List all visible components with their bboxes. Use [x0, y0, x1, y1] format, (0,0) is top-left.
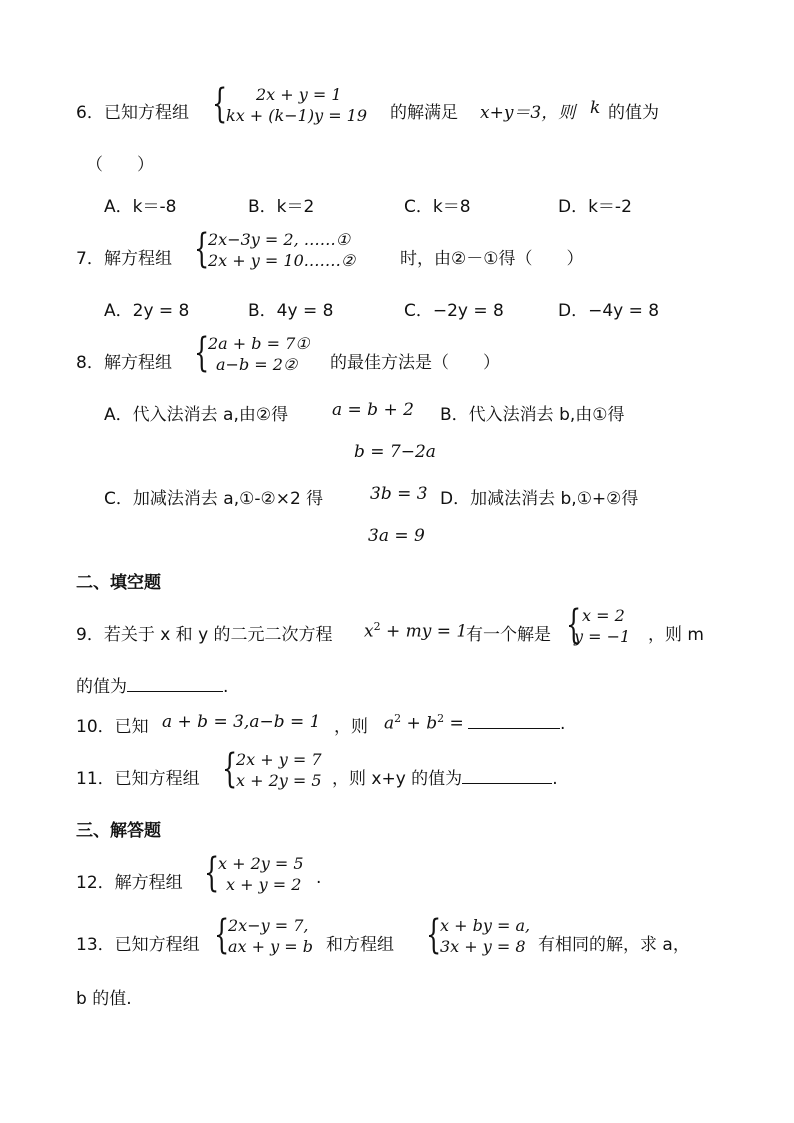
- q13-eq4: 3x + y = 8: [440, 937, 526, 956]
- q6-brace: {: [212, 81, 228, 127]
- q12-eq2: x + y = 2: [226, 875, 302, 894]
- q7-lead: 解方程组: [104, 249, 172, 269]
- q7-option-b: B．4y = 8: [248, 301, 334, 321]
- q9-system: [566, 602, 646, 650]
- q10-blank-wrap: [468, 712, 565, 734]
- q7-brace: {: [194, 226, 210, 272]
- q8-option-b-math: b = 7−2a: [354, 442, 436, 462]
- q12-eq1: x + 2y = 5: [218, 854, 304, 873]
- q13-line2: b 的值.: [76, 989, 132, 1009]
- q7-eq1: 2x−3y = 2, ……①: [208, 230, 351, 249]
- q6-eq2: kx + (k−1)y = 19: [226, 106, 368, 125]
- q11-eq2: x + 2y = 5: [236, 771, 322, 790]
- q6-system: [212, 81, 382, 129]
- q8-eq2: a−b = 2②: [216, 355, 298, 374]
- q7-option-a: A．2y = 8: [104, 301, 190, 321]
- q10-mid: ，则: [334, 717, 368, 737]
- q9-period: .: [223, 677, 229, 697]
- q9-eq1: x = 2: [582, 606, 625, 625]
- q10-answer-blank[interactable]: [468, 712, 560, 729]
- q13-eq1: 2x−y = 7,: [228, 916, 309, 935]
- q11-tail-text: ，则 x+y 的值为: [332, 769, 463, 789]
- q9-math: [364, 620, 467, 642]
- q9-math-sup: 2: [373, 620, 381, 633]
- q7-tail: 时，由②－①得（ ）: [400, 249, 584, 269]
- section-fill-in-heading: 二、填空题: [76, 573, 161, 593]
- q6-tail: 的值为: [608, 103, 659, 123]
- q11-answer-blank[interactable]: [462, 767, 552, 784]
- q9-brace: {: [566, 602, 582, 648]
- q13-eq2: ax + y = b: [228, 937, 313, 956]
- q12-lead: 12．解方程组: [76, 873, 183, 893]
- q9-end: ，则 m: [648, 625, 704, 645]
- q12-period: .: [316, 868, 322, 888]
- q6-option-a: A．k＝-8: [104, 197, 177, 217]
- q13-tail: 有相同的解，求 a，: [538, 935, 690, 955]
- q9-math-x: x: [364, 621, 374, 642]
- q7-option-d: D．−4y = 8: [558, 301, 660, 321]
- q6-mid: 的解满足: [390, 103, 458, 123]
- q7-number: 7．: [76, 249, 104, 269]
- q9-text: 9．若关于 x 和 y 的二元二次方程: [76, 625, 333, 645]
- q12-system: [204, 850, 314, 898]
- q13-system1: [214, 912, 324, 960]
- q8-number: 8．: [76, 353, 104, 373]
- q10-math2-a: a: [384, 713, 395, 734]
- q8-option-a: A．代入法消去 a,由②得: [104, 405, 289, 425]
- q6-option-d: D．k＝-2: [558, 197, 632, 217]
- q11-brace: {: [222, 746, 238, 792]
- q8-option-d: D．加减法消去 b,①+②得: [440, 489, 639, 509]
- q10-lead: 10．已知: [76, 717, 149, 737]
- q8-brace: {: [194, 330, 210, 376]
- q8-option-c-math: 3b = 3: [370, 484, 428, 504]
- q8-tail: 的最佳方法是（ ）: [330, 353, 500, 373]
- q13-lead: 13．已知方程组: [76, 935, 200, 955]
- q11-period: .: [552, 769, 558, 789]
- q9-math-rest: + my = 1: [380, 621, 468, 642]
- q12-brace: {: [204, 850, 220, 896]
- q13-system2: [426, 912, 536, 960]
- q10-sup2: 2: [437, 712, 445, 725]
- q6-number: 6．: [76, 103, 104, 123]
- q11-lead: 11．已知方程组: [76, 769, 200, 789]
- q11-tail: [332, 764, 558, 789]
- q8-option-a-math: a = b + 2: [332, 400, 414, 420]
- q10-sup1: 2: [394, 712, 402, 725]
- q6-paren: （ ）: [86, 155, 154, 175]
- q9-line2-text: 的值为: [76, 677, 127, 697]
- q6-condition: x+y＝3，则: [480, 103, 576, 123]
- q13-brace1: {: [214, 912, 230, 958]
- q13-brace2: {: [426, 912, 442, 958]
- q11-eq1: 2x + y = 7: [236, 750, 322, 769]
- q7-system: [194, 226, 384, 274]
- q8-option-b: B．代入法消去 b,由①得: [440, 405, 625, 425]
- q8-option-c: C．加减法消去 a,①-②×2 得: [104, 489, 324, 509]
- q13-mid: 和方程组: [326, 935, 394, 955]
- q7-option-c: C．−2y = 8: [404, 301, 504, 321]
- q6-option-c: C．k＝8: [404, 197, 471, 217]
- q8-lead: 解方程组: [104, 353, 172, 373]
- q9-line2: [76, 672, 228, 697]
- q8-system: [194, 330, 324, 378]
- q13-eq3: x + by = a,: [440, 916, 531, 935]
- q9-answer-blank[interactable]: [127, 675, 223, 692]
- q10-math2-b: + b: [401, 713, 438, 734]
- q8-option-d-math: 3a = 9: [368, 526, 425, 546]
- q10-math2: [384, 712, 464, 734]
- q10-period: .: [560, 714, 566, 734]
- q10-math2-c: =: [444, 713, 464, 734]
- q7-eq2: 2x + y = 10.……②: [208, 251, 356, 270]
- q6-eq1: 2x + y = 1: [256, 85, 342, 104]
- q6-option-b: B．k＝2: [248, 197, 315, 217]
- q6-lead: 已知方程组: [104, 103, 189, 123]
- q11-system: [222, 746, 332, 794]
- q10-math: a + b = 3,a−b = 1: [162, 712, 321, 732]
- q9-eq2: y = −1: [574, 627, 631, 646]
- q8-eq1: 2a + b = 7①: [208, 334, 310, 353]
- q9-mid: 有一个解是: [466, 625, 551, 645]
- section-solve-heading: 三、解答题: [76, 821, 161, 841]
- q6-k: k: [590, 98, 601, 118]
